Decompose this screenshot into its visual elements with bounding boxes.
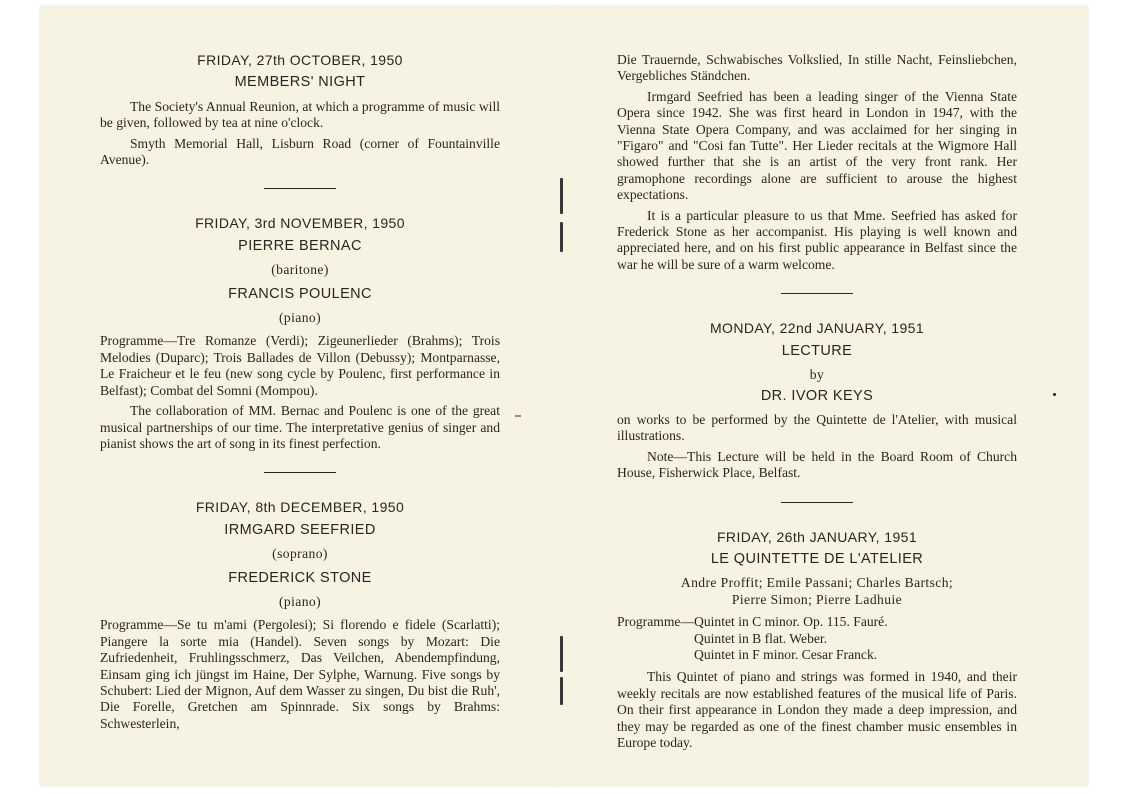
event-date: MONDAY, 22nd JANUARY, 1951 [709, 320, 925, 337]
programme-item: Quintet in F minor. Cesar Franck. [694, 646, 878, 662]
ensemble-members: Pierre Simon; Pierre Ladhuie [731, 591, 903, 607]
ink-speck [515, 415, 521, 417]
staple-bottom [560, 636, 563, 672]
event-seefried-stone [100, 499, 500, 732]
event-programme-continued: Die Trauernde, Schwabisches Volkslied, In stille Nacht, Feinsliebchen, Vergebliches Ständchen. [617, 52, 1017, 84]
event-quintette [617, 529, 1017, 752]
event-note: Note—This Lecture will be held in the Board Room of Church House, Fisherwick Place, Belfast. [617, 448, 1017, 481]
center-fold [557, 6, 558, 786]
performer-role: (baritone) [271, 262, 329, 278]
event-title: LECTURE [781, 342, 853, 359]
event-seefried-continued [617, 52, 1017, 273]
event-programme: Programme—Tre Romanze (Verdi); Zigeunerlieder (Brahms); Trois Melodies (Duparc); Trois Ballades de Villon (Debussy); Montparnasse, Le Fraicheur et le feu (new song cycle by Poulenc, first performance in Belfast); Combat del Somni (Mompou). [100, 333, 500, 398]
programme-item: Quintet in B flat. Weber. [694, 630, 828, 646]
event-description: The collaboration of MM. Bernac and Poulenc is one of the great musical partnerships of our time. The interpretative genius of singer and pianist shows the art of song in its finest perfection. [100, 403, 500, 451]
staple-top [560, 178, 563, 214]
performer-name: FREDERICK STONE [228, 569, 372, 586]
event-description: on works to be performed by the Quintette de l'Atelier, with musical illustrations. [617, 411, 1017, 444]
ensemble-members: Andre Proffit; Emile Passani; Charles Bartsch; [680, 575, 954, 591]
event-description: This Quintet of piano and strings was formed in 1940, and their weekly recitals are now established features of the musical life of Paris. On their first appearance in London they made a deep impression, and they may be regarded as one of the finest chamber music ensembles in Europe today. [617, 669, 1017, 750]
event-date: FRIDAY, 8th DECEMBER, 1950 [195, 499, 405, 516]
performer-role: (piano) [278, 593, 322, 609]
performer-role: (piano) [278, 310, 322, 326]
ink-speck [1053, 393, 1056, 396]
event-programme [617, 614, 1017, 663]
programme-list [694, 614, 888, 663]
event-members-night [100, 52, 500, 168]
event-date: FRIDAY, 26th JANUARY, 1951 [716, 528, 918, 545]
event-date: FRIDAY, 27th OCTOBER, 1950 [197, 52, 403, 68]
performer-name: FRANCIS POULENC [228, 285, 372, 302]
section-divider [264, 188, 336, 189]
event-venue: Smyth Memorial Hall, Lisburn Road (corner of Fountainville Avenue). [100, 135, 500, 168]
speaker-name: DR. IVOR KEYS [760, 387, 874, 404]
section-divider [781, 502, 853, 503]
performer-role: (soprano) [272, 546, 328, 562]
performer-name: IRMGARD SEEFRIED [224, 521, 376, 538]
event-description: It is a particular pleasure to us that Mme. Seefried has asked for Frederick Stone as her accompanist. His playing is well known and appreciated here, and on his first public appearance in Belfast since the war he will be sure of a warm welcome. [617, 207, 1017, 272]
right-page [617, 52, 1017, 755]
event-title: LE QUINTETTE DE L'ATELIER [710, 550, 924, 567]
event-description: Irmgard Seefried has been a leading singer of the Vienna State Opera since 1942. She was first heard in London in 1947, with the Vienna State Opera Company, and was acclaimed for her singing in "Figaro" and "Cosi fan Tutte". Her Lieder recitals at the Wigmore Hall showed further that she is an artist of the very front rank. Her gramophone recordings alone are sufficient to arouse the highest expectations. [617, 88, 1017, 203]
performer-name: PIERRE BERNAC [238, 237, 362, 254]
programme-item: Quintet in C minor. Op. 115. Fauré. [694, 614, 888, 630]
programme-label: Programme— [617, 614, 695, 630]
event-date: FRIDAY, 3rd NOVEMBER, 1950 [195, 215, 405, 232]
event-lecture [617, 320, 1017, 481]
staple-top-lower [560, 222, 563, 252]
event-title: MEMBERS' NIGHT [234, 74, 366, 91]
event-description: The Society's Annual Reunion, at which a programme of music will be given, followed by tea at nine o'clock. [100, 98, 500, 131]
staple-bottom-lower [560, 677, 563, 705]
section-divider [781, 293, 853, 294]
event-programme: Programme—Se tu m'ami (Pergolesi); Si florendo e fidele (Scarlatti); Piangere la sorte mia (Handel). Seven songs by Mozart: Die Zufriedenheit, Fruhlingsschmerz, Das Veilchen, Abendempfindung, Einsam ging ich jüngst im Haine, Der Sylphe, Warnung. Five songs by Schubert: Lied der Mignon, Auf dem Wasser zu singen, Du bist die Ruh', Die Forelle, Gretchen am Spinnrade. Six songs by Brahms: Schwesterlein, [100, 617, 500, 731]
by-label: by [809, 367, 825, 383]
left-page [100, 52, 500, 736]
event-bernac-poulenc [100, 215, 500, 452]
section-divider [264, 472, 336, 473]
